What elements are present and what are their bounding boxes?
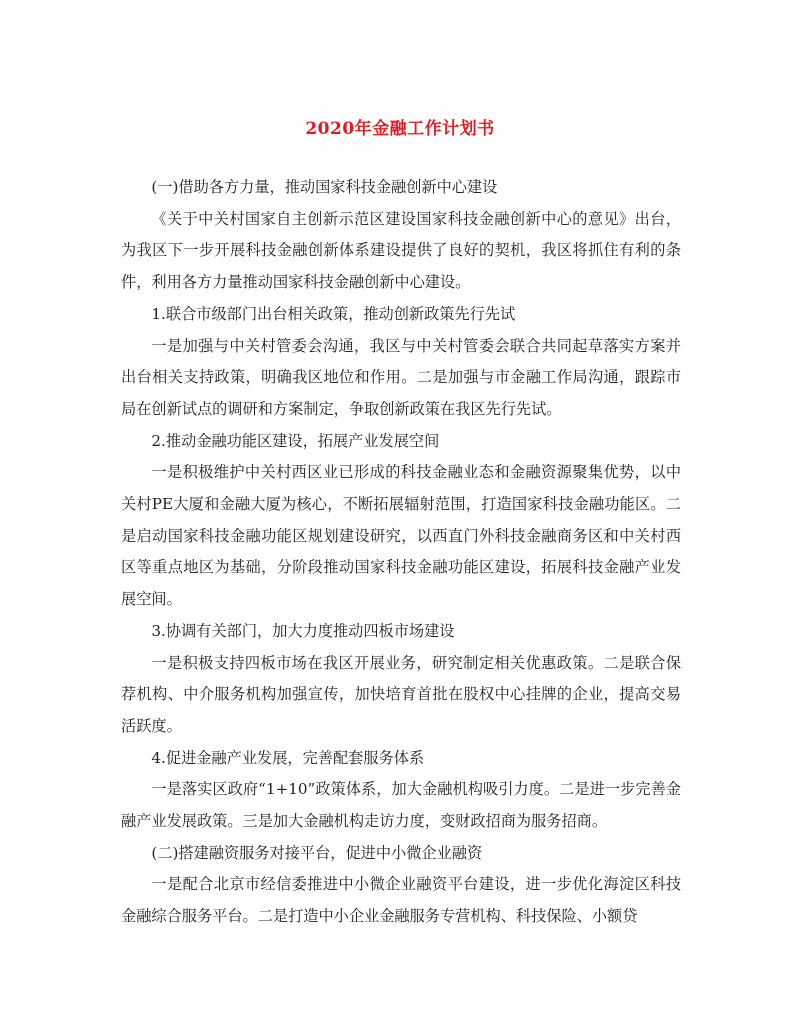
paragraph: 一是落实区政府“1+10”政策体系，加大金融机构吸引力度。二是进一步完善金融产业发展政策。三是加大金融机构走访力度，变财政招商为服务招商。	[121, 780, 681, 831]
document-title: 2020年金融工作计划书	[305, 119, 495, 139]
section-heading-2: (二)搭建融资服务对接平台，促进中小微企业融资	[151, 843, 483, 862]
paragraph: 一是积极支持四板市场在我区开展业务，研究制定相关优惠政策。二是联合保荐机构、中介服务机构加强宣传，加快培育首批在股权中心挂牌的企业，提高交易活跃度。	[121, 653, 681, 735]
subsection-heading-2: 2.推动金融功能区建设，拓展产业发展空间	[151, 431, 440, 450]
subsection-heading-3: 3.协调有关部门，加大力度推动四板市场建设	[151, 621, 455, 640]
paragraph: 一是加强与中关村管委会沟通，我区与中关村管委会联合共同起草落实方案并出台相关支持政策，明确我区地位和作用。二是加强与市金融工作局沟通，跟踪市局在创新试点的调研和方案制定，争取创新政策在我区先行先试。	[121, 336, 681, 418]
section-heading-1: (一)借助各方力量，推动国家科技金融创新中心建设	[151, 178, 498, 196]
subsection-heading-4: 4.促进金融产业发展，完善配套服务体系	[151, 748, 425, 767]
subsection-heading-1: 1.联合市级部门出台相关政策，推动创新政策先行先试	[151, 304, 516, 323]
document-body	[121, 172, 681, 933]
paragraph: 一是配合北京市经信委推进中小微企业融资平台建设，进一步优化海淀区科技金融综合服务平台。二是打造中小企业金融服务专营机构、科技保险、小额贷	[121, 875, 681, 926]
paragraph: 一是积极维护中关村西区业已形成的科技金融业态和金融资源聚集优势，以中关村PE大厦和金融大厦为核心，不断拓展辐射范围，打造国家科技金融功能区。二是启动国家科技金融功能区规划建设研究，以西直门外科技金融商务区和中关村西区等重点地区为基础，分阶段推动国家科技金融功能区建设，拓展科技金融产业发展空间。	[121, 463, 681, 609]
paragraph: 《关于中关村国家自主创新示范区建设国家科技金融创新中心的意见》出台，为我区下一步开展科技金融创新体系建设提供了良好的契机，我区将抓住有利的条件，利用各方力量推动国家科技金融创新中心建设。	[121, 209, 681, 292]
